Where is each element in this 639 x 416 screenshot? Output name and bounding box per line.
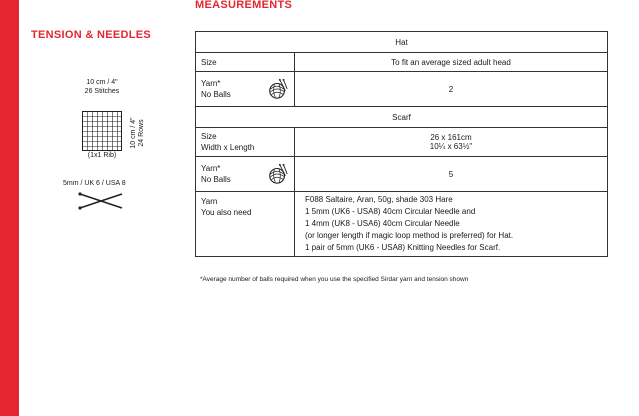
gauge-pattern: (1x1 Rib) xyxy=(87,152,117,159)
accent-bar xyxy=(0,0,19,416)
gauge-grid-icon xyxy=(82,111,122,151)
yarn-line: 1 pair of 5mm (UK6 - USA8) Knitting Needles for Scarf. xyxy=(305,243,501,252)
needle-size-label: 5mm / UK 6 / USA 8 xyxy=(63,180,126,187)
gauge-width-labels xyxy=(60,78,144,96)
tension-heading: TENSION & NEEDLES xyxy=(31,29,152,41)
measurements-heading: MEASUREMENTS xyxy=(195,0,293,11)
scarf-size-label: Size xyxy=(201,132,217,141)
footnote: *Average number of balls required when you use the specified Sirdar yarn and tension shown xyxy=(200,276,469,283)
needles-icon xyxy=(78,192,124,210)
yarn-label-cell xyxy=(196,192,295,257)
gauge-height-labels xyxy=(130,113,154,153)
table-row xyxy=(196,157,608,192)
yarn-line: 1 5mm (UK6 - USA8) 40cm Circular Needle and xyxy=(305,207,476,216)
measurements-table xyxy=(195,31,608,257)
scarf-size-in: 10¼ x 63½" xyxy=(429,142,473,151)
hat-title: Hat xyxy=(196,32,608,53)
scarf-size-cm: 26 x 161cm xyxy=(430,133,472,142)
yarn-line: 1 4mm (UK8 - USA6) 40cm Circular Needle xyxy=(305,219,460,228)
gauge-rows: 24 Rows xyxy=(138,119,145,147)
yarn-ball-icon xyxy=(267,78,289,100)
hat-balls-label: No Balls xyxy=(201,90,231,99)
yarn-ball-icon xyxy=(267,163,289,185)
table-row xyxy=(196,107,608,128)
scarf-yarn-cell xyxy=(196,157,295,192)
scarf-balls-value: 5 xyxy=(295,157,608,192)
gauge-height: 10 cm / 4" xyxy=(130,117,137,149)
gauge-height-rotated xyxy=(130,113,146,153)
hat-size-value: To fit an average sized adult head xyxy=(295,53,608,72)
gauge-stitches: 26 Stitches xyxy=(84,88,120,95)
scarf-dims-label: Width x Length xyxy=(201,143,255,152)
yarn-label: Yarn xyxy=(201,197,218,206)
scarf-title: Scarf xyxy=(196,107,608,128)
yarn-line: (or longer length if magic loop method is preferred) for Hat. xyxy=(305,231,514,240)
scarf-size-value xyxy=(295,128,608,157)
scarf-size-cell xyxy=(196,128,295,157)
table-row xyxy=(196,192,608,257)
gauge-swatch xyxy=(60,78,190,168)
hat-balls-value: 2 xyxy=(295,72,608,107)
table-row xyxy=(196,128,608,157)
hat-size-label: Size xyxy=(196,53,295,72)
scarf-yarn-label: Yarn* xyxy=(201,164,221,173)
yarn-line: F088 Saltaire, Aran, 50g, shade 303 Hare xyxy=(305,195,453,204)
gauge-width: 10 cm / 4" xyxy=(86,79,118,86)
table-row xyxy=(196,53,608,72)
you-also-need-label: You also need xyxy=(201,208,252,217)
table-row xyxy=(196,72,608,107)
table-row xyxy=(196,32,608,53)
yarn-details xyxy=(295,192,608,257)
hat-yarn-cell xyxy=(196,72,295,107)
scarf-balls-label: No Balls xyxy=(201,175,231,184)
hat-yarn-label: Yarn* xyxy=(201,79,221,88)
